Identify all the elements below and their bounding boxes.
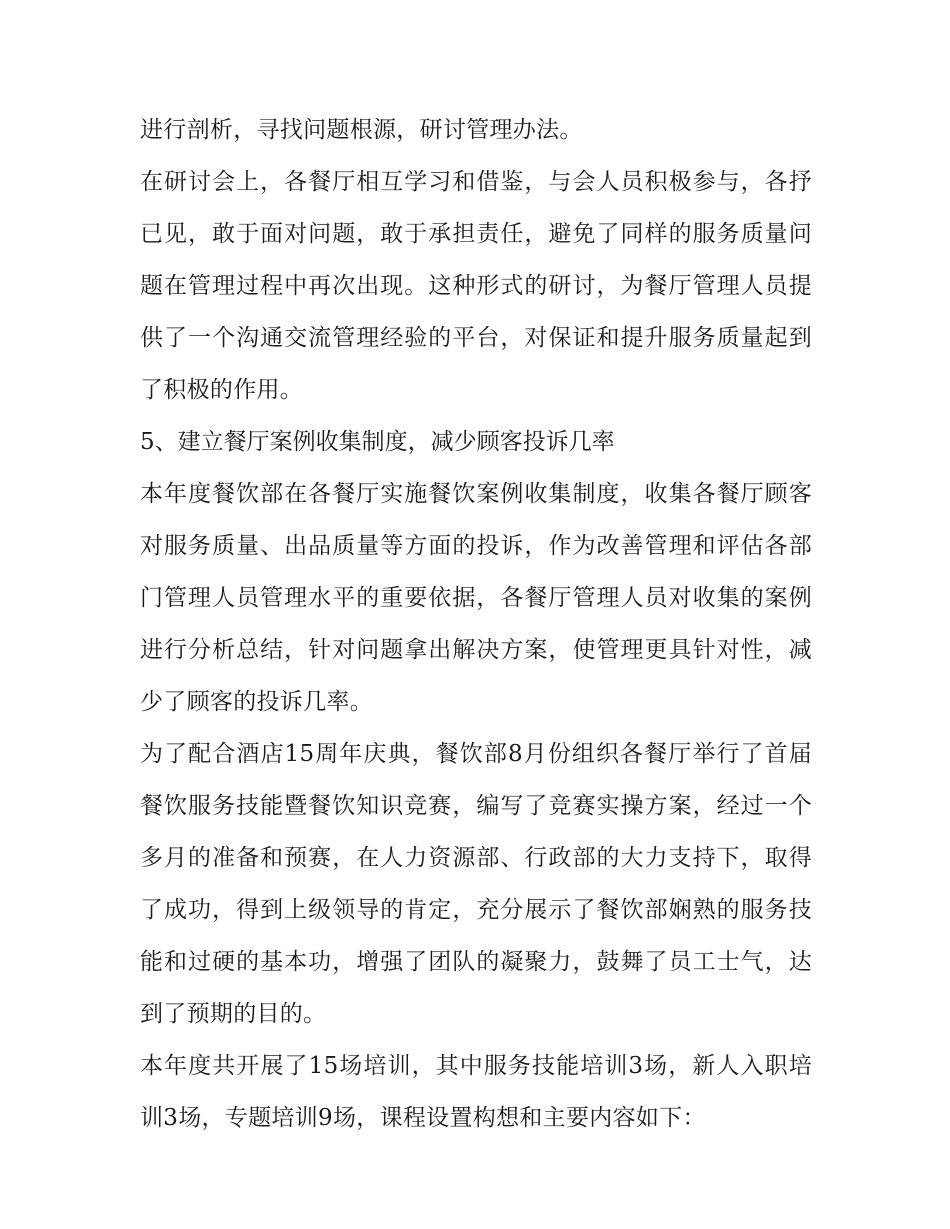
paragraph-analysis-continuation: 进行剖析，寻找问题根源，研讨管理办法。	[140, 117, 583, 143]
paragraph-skills-competition: 为了配合酒店15周年庆典，餐饮部8月份组织各餐厅举行了首届餐饮服务技能暨餐饮知识竞赛，编写了竞赛实操方案，经过一个多月的准备和预赛，在人力资源部、行政部的大力支持下，取得了成功，得到上级领导的肯定，充分展示了餐饮部娴熟的服务技能和过硬的基本功，增强了团队的凝聚力，鼓舞了员工士气，达到了预期的目的。	[140, 741, 812, 1027]
section-heading-case-collection: 5、建立餐厅案例收集制度，减少顾客投诉几率	[140, 429, 615, 455]
paragraph-case-collection: 本年度餐饮部在各餐厅实施餐饮案例收集制度，收集各餐厅顾客对服务质量、出品质量等方面的投诉，作为改善管理和评估各部门管理人员管理水平的重要依据，各餐厅管理人员对收集的案例进行分析总结，针对问题拿出解决方案，使管理更具针对性，减少了顾客的投诉几率。	[140, 481, 812, 715]
paragraph-training-summary: 本年度共开展了15场培训，其中服务技能培训3场，新人入职培训3场，专题培训9场，课程设置构想和主要内容如下：	[140, 1053, 812, 1131]
paragraph-seminar: 在研讨会上，各餐厅相互学习和借鉴，与会人员积极参与，各抒已见，敢于面对问题，敢于承担责任，避免了同样的服务质量问题在管理过程中再次出现。这种形式的研讨，为餐厅管理人员提供了一个沟通交流管理经验的平台，对保证和提升服务质量起到了积极的作用。	[140, 169, 812, 403]
document-body	[140, 104, 812, 1144]
